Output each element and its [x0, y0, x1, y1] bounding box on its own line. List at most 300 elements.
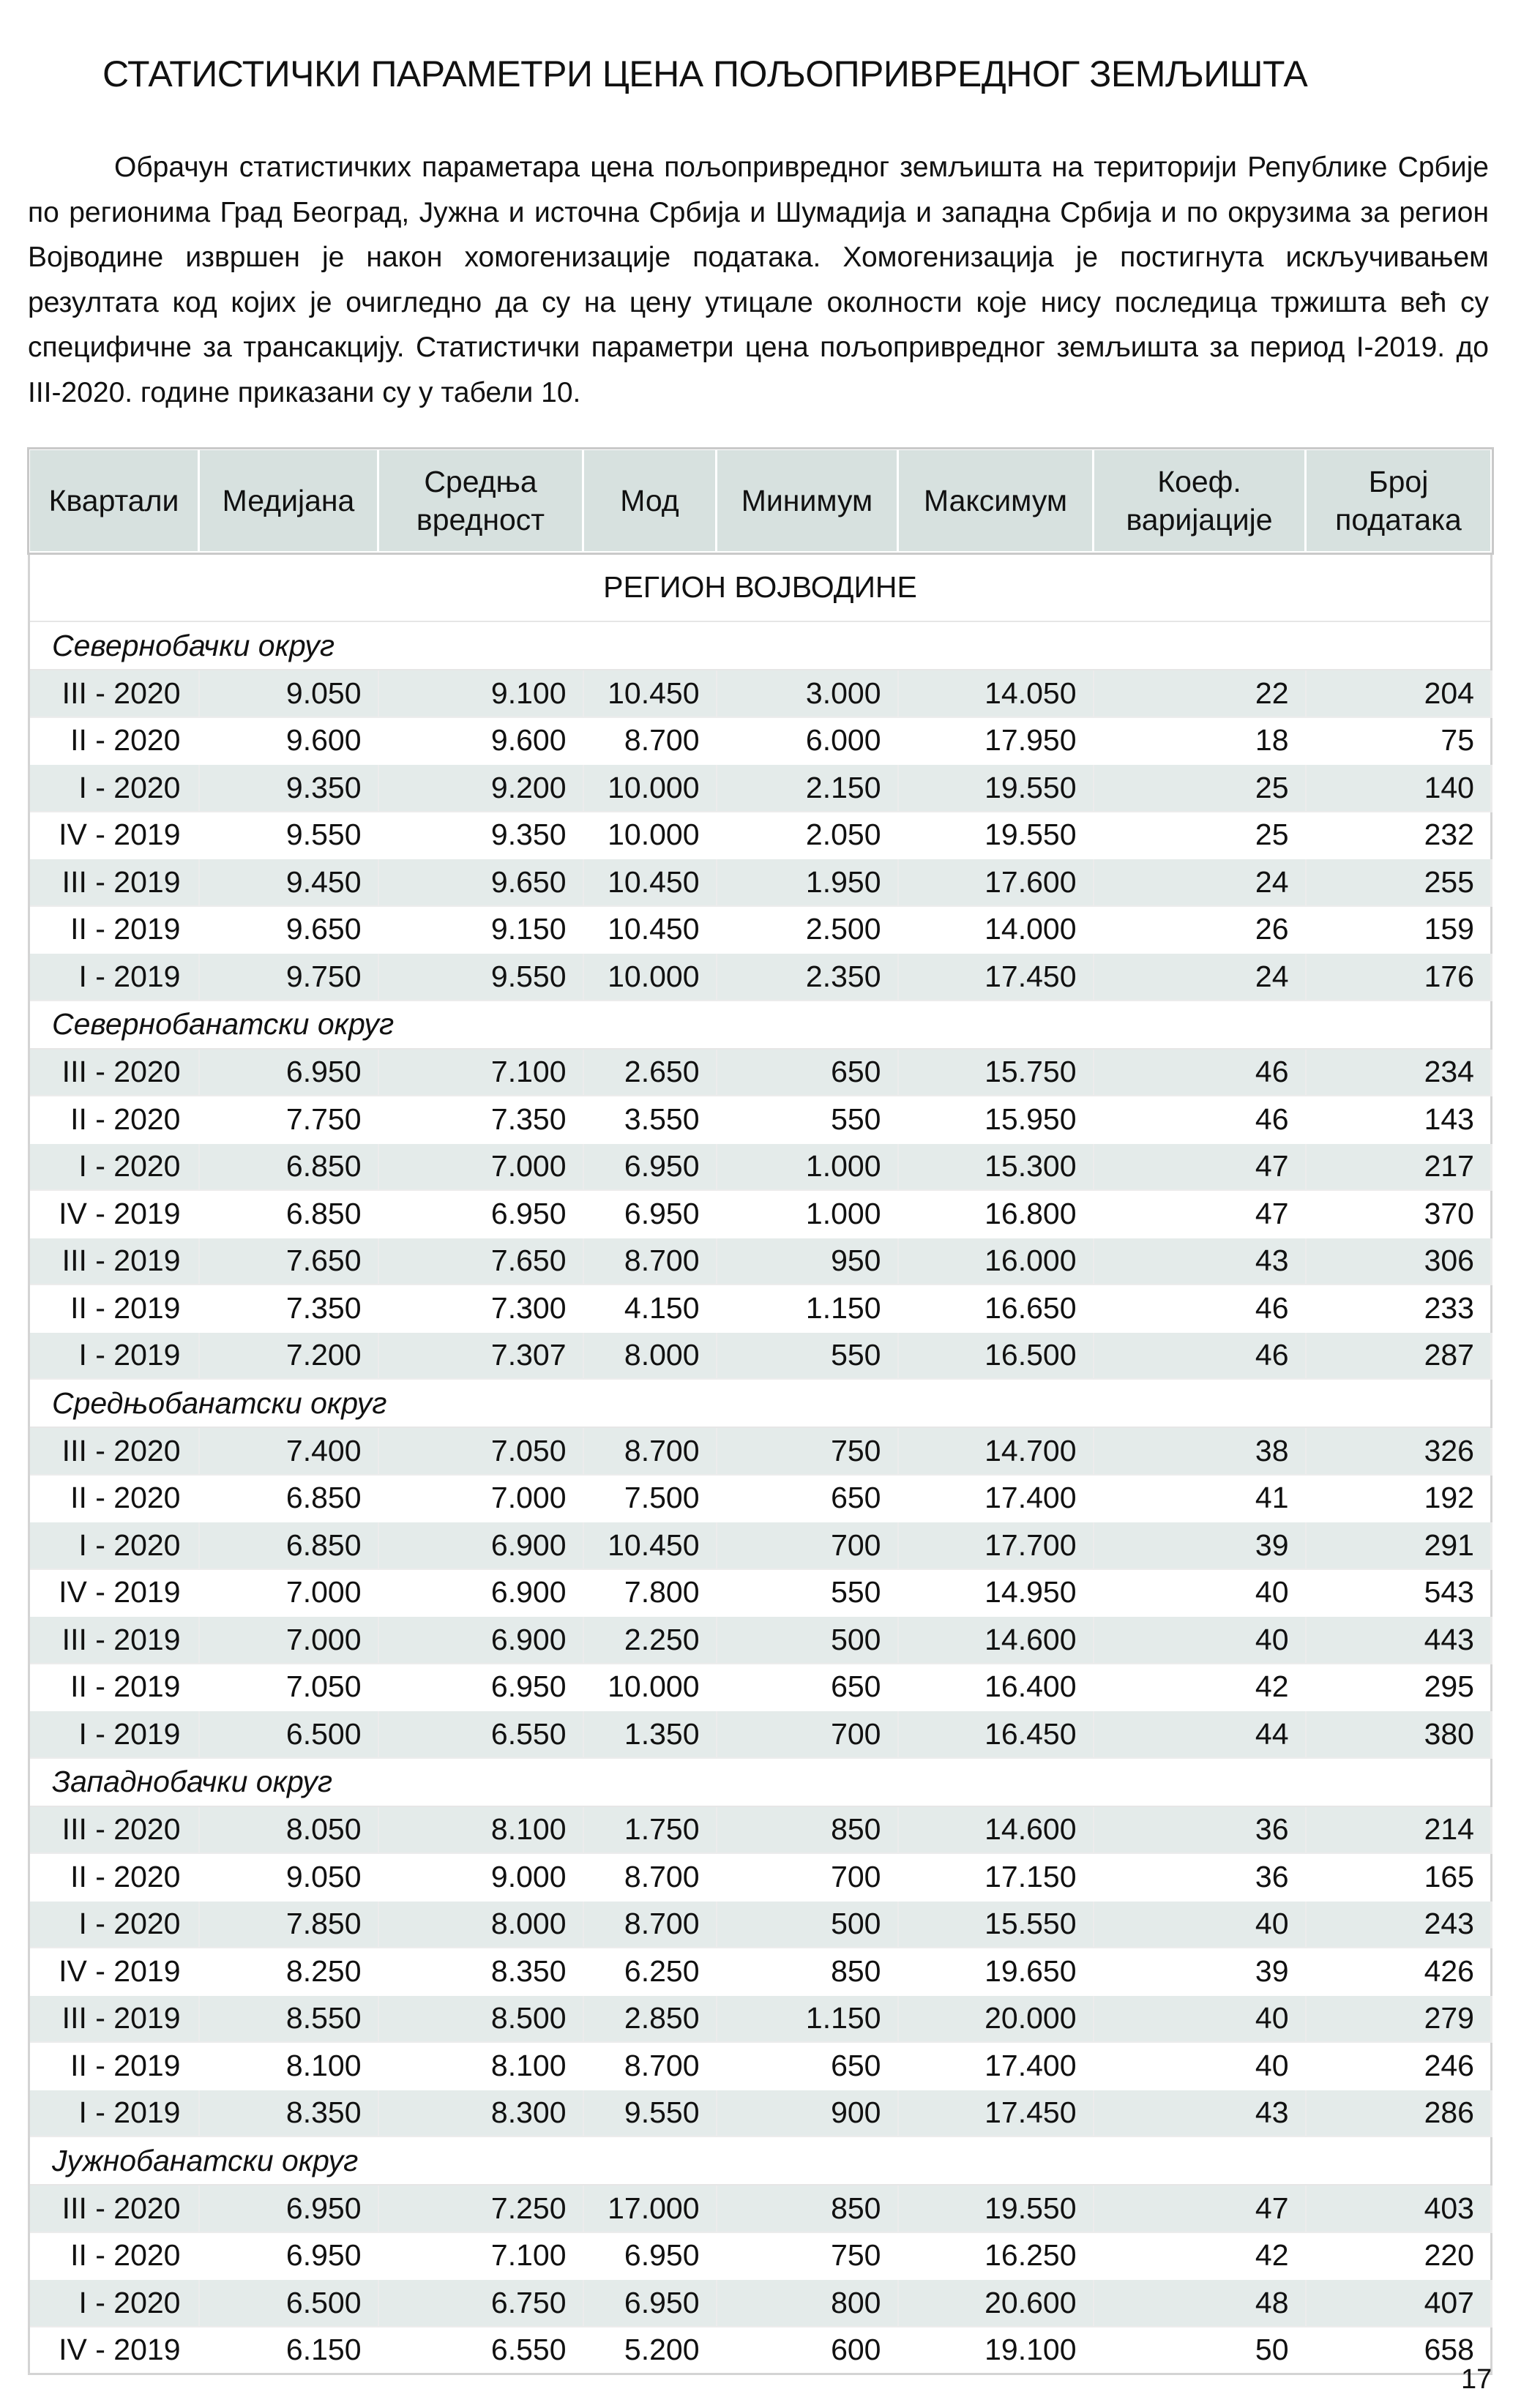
cell-quarter: III - 2020 [29, 1806, 199, 1854]
cell-mode: 10.450 [583, 906, 717, 954]
cell-median: 8.050 [199, 1806, 378, 1854]
table-row [29, 1285, 1492, 1332]
cell-mode: 1.350 [583, 1710, 717, 1758]
cell-median: 6.850 [199, 1522, 378, 1569]
cell-quarter: II - 2019 [29, 2042, 199, 2090]
cell-mode: 2.850 [583, 1995, 717, 2043]
cell-minimum: 1.000 [717, 1190, 898, 1238]
table-row [29, 1995, 1492, 2043]
cell-coef-variation: 36 [1094, 1806, 1306, 1854]
cell-maximum: 14.000 [898, 906, 1094, 954]
cell-minimum: 850 [717, 1948, 898, 1995]
cell-mode: 8.700 [583, 1901, 717, 1948]
cell-mean: 9.200 [378, 764, 583, 812]
cell-coef-variation: 46 [1094, 1285, 1306, 1332]
table-row [29, 1710, 1492, 1758]
district-row [29, 1001, 1492, 1049]
table-row [29, 1522, 1492, 1569]
cell-data-count: 232 [1306, 812, 1492, 859]
cell-mode: 7.800 [583, 1569, 717, 1617]
header-median: Медијана [199, 449, 378, 553]
cell-median: 7.650 [199, 1238, 378, 1285]
header-mean: Средња вредност [378, 449, 583, 553]
cell-mean: 6.550 [378, 1710, 583, 1758]
cell-coef-variation: 46 [1094, 1332, 1306, 1380]
cell-data-count: 192 [1306, 1475, 1492, 1522]
cell-mode: 10.000 [583, 1664, 717, 1711]
table-row [29, 2232, 1492, 2280]
cell-mode: 10.000 [583, 812, 717, 859]
cell-coef-variation: 41 [1094, 1475, 1306, 1522]
cell-data-count: 214 [1306, 1806, 1492, 1854]
header-data-count: Број података [1306, 449, 1492, 553]
cell-minimum: 650 [717, 1475, 898, 1522]
table-row [29, 2327, 1492, 2374]
cell-mean: 6.900 [378, 1522, 583, 1569]
table-header-row [29, 449, 1492, 553]
cell-mean: 9.150 [378, 906, 583, 954]
cell-mode: 10.000 [583, 953, 717, 1001]
cell-mean: 6.950 [378, 1190, 583, 1238]
district-row [29, 1379, 1492, 1427]
cell-mean: 9.100 [378, 670, 583, 717]
cell-mean: 8.500 [378, 1995, 583, 2043]
cell-minimum: 2.350 [717, 953, 898, 1001]
cell-mode: 6.950 [583, 2279, 717, 2327]
cell-data-count: 306 [1306, 1238, 1492, 1285]
cell-quarter: II - 2020 [29, 1475, 199, 1522]
cell-median: 8.100 [199, 2042, 378, 2090]
cell-median: 9.650 [199, 906, 378, 954]
cell-quarter: IV - 2019 [29, 1948, 199, 1995]
cell-data-count: 443 [1306, 1616, 1492, 1664]
table-row [29, 1190, 1492, 1238]
cell-median: 8.350 [199, 2090, 378, 2137]
header-mode: Мод [583, 449, 717, 553]
cell-quarter: III - 2019 [29, 1616, 199, 1664]
cell-minimum: 550 [717, 1569, 898, 1617]
table-row [29, 1901, 1492, 1948]
cell-maximum: 17.450 [898, 953, 1094, 1001]
cell-maximum: 19.650 [898, 1948, 1094, 1995]
cell-maximum: 16.500 [898, 1332, 1094, 1380]
cell-mode: 5.200 [583, 2327, 717, 2374]
cell-mean: 7.050 [378, 1427, 583, 1475]
cell-maximum: 16.250 [898, 2232, 1094, 2280]
cell-coef-variation: 24 [1094, 859, 1306, 906]
cell-mode: 6.950 [583, 2232, 717, 2280]
cell-mean: 6.900 [378, 1616, 583, 1664]
cell-maximum: 19.550 [898, 2185, 1094, 2232]
table-row [29, 1664, 1492, 1711]
table-row [29, 2042, 1492, 2090]
cell-data-count: 279 [1306, 1995, 1492, 2043]
table-row [29, 717, 1492, 765]
cell-median: 6.950 [199, 2232, 378, 2280]
cell-data-count: 380 [1306, 1710, 1492, 1758]
cell-coef-variation: 39 [1094, 1948, 1306, 1995]
cell-quarter: III - 2020 [29, 1427, 199, 1475]
cell-coef-variation: 47 [1094, 1143, 1306, 1191]
cell-median: 7.050 [199, 1664, 378, 1711]
cell-minimum: 1.950 [717, 859, 898, 906]
cell-mean: 9.350 [378, 812, 583, 859]
table-row [29, 812, 1492, 859]
cell-mean: 7.000 [378, 1475, 583, 1522]
cell-minimum: 700 [717, 1853, 898, 1901]
cell-minimum: 500 [717, 1901, 898, 1948]
cell-data-count: 658 [1306, 2327, 1492, 2374]
cell-quarter: IV - 2019 [29, 1190, 199, 1238]
cell-data-count: 287 [1306, 1332, 1492, 1380]
district-groups [29, 621, 1492, 2374]
cell-maximum: 17.400 [898, 1475, 1094, 1522]
cell-mode: 2.250 [583, 1616, 717, 1664]
cell-quarter: II - 2019 [29, 1285, 199, 1332]
cell-coef-variation: 46 [1094, 1049, 1306, 1096]
table-row [29, 2090, 1492, 2137]
table-row [29, 1238, 1492, 1285]
header-coef-variation: Коеф. варијације [1094, 449, 1306, 553]
cell-minimum: 550 [717, 1332, 898, 1380]
cell-quarter: III - 2019 [29, 1238, 199, 1285]
cell-data-count: 220 [1306, 2232, 1492, 2280]
district-row [29, 1758, 1492, 1806]
cell-maximum: 19.550 [898, 764, 1094, 812]
cell-data-count: 204 [1306, 670, 1492, 717]
cell-minimum: 1.000 [717, 1143, 898, 1191]
cell-minimum: 850 [717, 1806, 898, 1854]
cell-minimum: 850 [717, 2185, 898, 2232]
cell-maximum: 14.600 [898, 1806, 1094, 1854]
cell-minimum: 750 [717, 2232, 898, 2280]
cell-mean: 7.100 [378, 1049, 583, 1096]
cell-mean: 9.550 [378, 953, 583, 1001]
cell-coef-variation: 40 [1094, 1569, 1306, 1617]
table-row [29, 953, 1492, 1001]
cell-quarter: I - 2019 [29, 1332, 199, 1380]
cell-coef-variation: 47 [1094, 2185, 1306, 2232]
district-name: Севернобанатски округ [29, 1001, 1492, 1049]
cell-minimum: 950 [717, 1238, 898, 1285]
cell-maximum: 16.450 [898, 1710, 1094, 1758]
cell-mean: 9.600 [378, 717, 583, 765]
cell-coef-variation: 42 [1094, 2232, 1306, 2280]
cell-coef-variation: 40 [1094, 1995, 1306, 2043]
cell-mean: 7.350 [378, 1096, 583, 1143]
cell-coef-variation: 48 [1094, 2279, 1306, 2327]
cell-mean: 7.307 [378, 1332, 583, 1380]
district-row [29, 621, 1492, 670]
cell-data-count: 75 [1306, 717, 1492, 765]
cell-maximum: 16.400 [898, 1664, 1094, 1711]
table-row [29, 670, 1492, 717]
cell-mean: 8.100 [378, 2042, 583, 2090]
district-name: Средњобанатски округ [29, 1379, 1492, 1427]
page-number: 17 [1461, 2364, 1492, 2395]
header-maximum: Максимум [898, 449, 1094, 553]
cell-maximum: 14.050 [898, 670, 1094, 717]
cell-maximum: 15.950 [898, 1096, 1094, 1143]
cell-data-count: 159 [1306, 906, 1492, 954]
cell-mean: 7.100 [378, 2232, 583, 2280]
cell-mode: 2.650 [583, 1049, 717, 1096]
cell-maximum: 19.550 [898, 812, 1094, 859]
cell-data-count: 165 [1306, 1853, 1492, 1901]
cell-quarter: I - 2020 [29, 1522, 199, 1569]
cell-data-count: 295 [1306, 1664, 1492, 1711]
cell-minimum: 1.150 [717, 1995, 898, 2043]
district-name: Западнобачки округ [29, 1758, 1492, 1806]
cell-median: 7.750 [199, 1096, 378, 1143]
cell-median: 7.200 [199, 1332, 378, 1380]
cell-maximum: 15.300 [898, 1143, 1094, 1191]
cell-minimum: 2.050 [717, 812, 898, 859]
table-row [29, 1332, 1492, 1380]
cell-mean: 6.750 [378, 2279, 583, 2327]
cell-coef-variation: 25 [1094, 764, 1306, 812]
cell-mode: 10.450 [583, 1522, 717, 1569]
cell-median: 8.250 [199, 1948, 378, 1995]
table-row [29, 1096, 1492, 1143]
cell-quarter: II - 2020 [29, 1096, 199, 1143]
table-row [29, 1049, 1492, 1096]
cell-quarter: II - 2020 [29, 717, 199, 765]
table-row [29, 1806, 1492, 1854]
cell-data-count: 543 [1306, 1569, 1492, 1617]
cell-quarter: III - 2019 [29, 859, 199, 906]
cell-coef-variation: 40 [1094, 1616, 1306, 1664]
cell-median: 6.850 [199, 1475, 378, 1522]
cell-maximum: 17.600 [898, 859, 1094, 906]
cell-mode: 8.700 [583, 1238, 717, 1285]
district-row [29, 2136, 1492, 2185]
cell-data-count: 140 [1306, 764, 1492, 812]
cell-mean: 6.900 [378, 1569, 583, 1617]
cell-minimum: 550 [717, 1096, 898, 1143]
cell-data-count: 176 [1306, 953, 1492, 1001]
cell-minimum: 1.150 [717, 1285, 898, 1332]
cell-data-count: 255 [1306, 859, 1492, 906]
cell-data-count: 326 [1306, 1427, 1492, 1475]
cell-quarter: II - 2020 [29, 2232, 199, 2280]
cell-quarter: II - 2019 [29, 906, 199, 954]
cell-coef-variation: 40 [1094, 1901, 1306, 1948]
cell-maximum: 16.800 [898, 1190, 1094, 1238]
cell-minimum: 2.150 [717, 764, 898, 812]
cell-maximum: 16.000 [898, 1238, 1094, 1285]
cell-median: 6.850 [199, 1190, 378, 1238]
cell-data-count: 291 [1306, 1522, 1492, 1569]
cell-data-count: 246 [1306, 2042, 1492, 2090]
cell-maximum: 20.600 [898, 2279, 1094, 2327]
cell-mode: 10.450 [583, 859, 717, 906]
cell-minimum: 6.000 [717, 717, 898, 765]
cell-mode: 8.700 [583, 717, 717, 765]
cell-mean: 8.100 [378, 1806, 583, 1854]
region-row [29, 553, 1492, 622]
cell-quarter: III - 2020 [29, 1049, 199, 1096]
cell-minimum: 700 [717, 1710, 898, 1758]
cell-median: 9.050 [199, 1853, 378, 1901]
cell-minimum: 700 [717, 1522, 898, 1569]
cell-median: 7.350 [199, 1285, 378, 1332]
cell-mode: 6.950 [583, 1143, 717, 1191]
cell-maximum: 14.600 [898, 1616, 1094, 1664]
cell-data-count: 370 [1306, 1190, 1492, 1238]
cell-median: 9.450 [199, 859, 378, 906]
cell-minimum: 500 [717, 1616, 898, 1664]
cell-mode: 17.000 [583, 2185, 717, 2232]
cell-maximum: 15.750 [898, 1049, 1094, 1096]
table-row [29, 1948, 1492, 1995]
cell-coef-variation: 43 [1094, 1238, 1306, 1285]
cell-mode: 8.700 [583, 1853, 717, 1901]
cell-median: 9.750 [199, 953, 378, 1001]
price-statistics-table [28, 448, 1492, 2375]
cell-coef-variation: 24 [1094, 953, 1306, 1001]
cell-mode: 1.750 [583, 1806, 717, 1854]
cell-quarter: III - 2020 [29, 670, 199, 717]
page-title: СТАТИСТИЧКИ ПАРАМЕТРИ ЦЕНА ПОЉОПРИВРЕДНОГ ЗЕМЉИШТА [102, 53, 1308, 94]
cell-maximum: 14.950 [898, 1569, 1094, 1617]
cell-minimum: 650 [717, 1049, 898, 1096]
table-row [29, 1569, 1492, 1617]
cell-coef-variation: 39 [1094, 1522, 1306, 1569]
cell-coef-variation: 36 [1094, 1853, 1306, 1901]
cell-maximum: 19.100 [898, 2327, 1094, 2374]
region-label: РЕГИОН ВОЈВОДИНЕ [29, 553, 1492, 622]
cell-coef-variation: 47 [1094, 1190, 1306, 1238]
table-row [29, 1427, 1492, 1475]
cell-data-count: 286 [1306, 2090, 1492, 2137]
cell-median: 7.000 [199, 1616, 378, 1664]
cell-data-count: 217 [1306, 1143, 1492, 1191]
cell-data-count: 426 [1306, 1948, 1492, 1995]
district-name: Севернобачки округ [29, 621, 1492, 670]
cell-coef-variation: 18 [1094, 717, 1306, 765]
cell-quarter: II - 2019 [29, 1664, 199, 1711]
cell-coef-variation: 38 [1094, 1427, 1306, 1475]
cell-quarter: I - 2019 [29, 1710, 199, 1758]
cell-mode: 10.450 [583, 670, 717, 717]
table-row [29, 1143, 1492, 1191]
cell-median: 7.000 [199, 1569, 378, 1617]
cell-data-count: 243 [1306, 1901, 1492, 1948]
table-row [29, 906, 1492, 954]
cell-mode: 8.000 [583, 1332, 717, 1380]
cell-data-count: 407 [1306, 2279, 1492, 2327]
cell-data-count: 234 [1306, 1049, 1492, 1096]
cell-quarter: IV - 2019 [29, 1569, 199, 1617]
header-minimum: Минимум [717, 449, 898, 553]
cell-quarter: I - 2019 [29, 953, 199, 1001]
cell-data-count: 233 [1306, 1285, 1492, 1332]
cell-coef-variation: 50 [1094, 2327, 1306, 2374]
cell-mean: 9.000 [378, 1853, 583, 1901]
cell-mean: 7.250 [378, 2185, 583, 2232]
cell-coef-variation: 26 [1094, 906, 1306, 954]
cell-median: 7.400 [199, 1427, 378, 1475]
cell-mode: 8.700 [583, 1427, 717, 1475]
cell-quarter: I - 2019 [29, 2090, 199, 2137]
table-row [29, 2185, 1492, 2232]
cell-minimum: 650 [717, 1664, 898, 1711]
cell-coef-variation: 46 [1094, 1096, 1306, 1143]
cell-data-count: 143 [1306, 1096, 1492, 1143]
cell-median: 6.950 [199, 2185, 378, 2232]
cell-median: 6.850 [199, 1143, 378, 1191]
cell-mean: 6.550 [378, 2327, 583, 2374]
cell-maximum: 14.700 [898, 1427, 1094, 1475]
cell-maximum: 17.450 [898, 2090, 1094, 2137]
cell-mean: 7.650 [378, 1238, 583, 1285]
cell-median: 6.500 [199, 1710, 378, 1758]
cell-median: 7.850 [199, 1901, 378, 1948]
cell-coef-variation: 43 [1094, 2090, 1306, 2137]
cell-data-count: 403 [1306, 2185, 1492, 2232]
intro-paragraph: Обрачун статистичких параметара цена пољопривредног земљишта на територији Републике Србије по регионима Град Београд, Јужна и источна Србија и Шумадија и западна Србија и по окрузима за регион Војводине извршен је након хомогенизације података. Хомогенизација је постигнута искључивањем резултата код којих је очигледно да су на цену утицале околности које нису последица тржишта већ су специфичне за трансакцију. Статистички параметри цена пољопривредног земљишта за период I-2019. до III-2020. године приказани су у табели 10. [28, 152, 1489, 408]
cell-mode: 7.500 [583, 1475, 717, 1522]
cell-maximum: 17.950 [898, 717, 1094, 765]
header-quarters: Квартали [29, 449, 199, 553]
cell-mean: 7.300 [378, 1285, 583, 1332]
cell-quarter: I - 2020 [29, 1901, 199, 1948]
cell-coef-variation: 44 [1094, 1710, 1306, 1758]
cell-coef-variation: 42 [1094, 1664, 1306, 1711]
cell-median: 9.350 [199, 764, 378, 812]
cell-mode: 6.250 [583, 1948, 717, 1995]
cell-mode: 8.700 [583, 2042, 717, 2090]
cell-median: 9.600 [199, 717, 378, 765]
cell-quarter: I - 2020 [29, 764, 199, 812]
cell-median: 6.950 [199, 1049, 378, 1096]
cell-quarter: III - 2020 [29, 2185, 199, 2232]
cell-maximum: 16.650 [898, 1285, 1094, 1332]
cell-quarter: I - 2020 [29, 2279, 199, 2327]
cell-mode: 6.950 [583, 1190, 717, 1238]
cell-median: 9.050 [199, 670, 378, 717]
cell-coef-variation: 40 [1094, 2042, 1306, 2090]
cell-median: 6.500 [199, 2279, 378, 2327]
cell-minimum: 2.500 [717, 906, 898, 954]
cell-median: 9.550 [199, 812, 378, 859]
cell-quarter: IV - 2019 [29, 812, 199, 859]
cell-maximum: 17.700 [898, 1522, 1094, 1569]
cell-mean: 7.000 [378, 1143, 583, 1191]
cell-minimum: 650 [717, 2042, 898, 2090]
cell-coef-variation: 25 [1094, 812, 1306, 859]
cell-coef-variation: 22 [1094, 670, 1306, 717]
cell-mean: 6.950 [378, 1664, 583, 1711]
cell-mode: 4.150 [583, 1285, 717, 1332]
cell-mean: 8.000 [378, 1901, 583, 1948]
cell-minimum: 750 [717, 1427, 898, 1475]
cell-minimum: 3.000 [717, 670, 898, 717]
cell-quarter: III - 2019 [29, 1995, 199, 2043]
cell-maximum: 15.550 [898, 1901, 1094, 1948]
table-row [29, 859, 1492, 906]
district-name: Јужнобанатски округ [29, 2136, 1492, 2185]
cell-maximum: 17.400 [898, 2042, 1094, 2090]
cell-mean: 9.650 [378, 859, 583, 906]
cell-mode: 10.000 [583, 764, 717, 812]
cell-median: 6.150 [199, 2327, 378, 2374]
table-row [29, 1616, 1492, 1664]
table-row [29, 2279, 1492, 2327]
cell-quarter: I - 2020 [29, 1143, 199, 1191]
cell-quarter: IV - 2019 [29, 2327, 199, 2374]
